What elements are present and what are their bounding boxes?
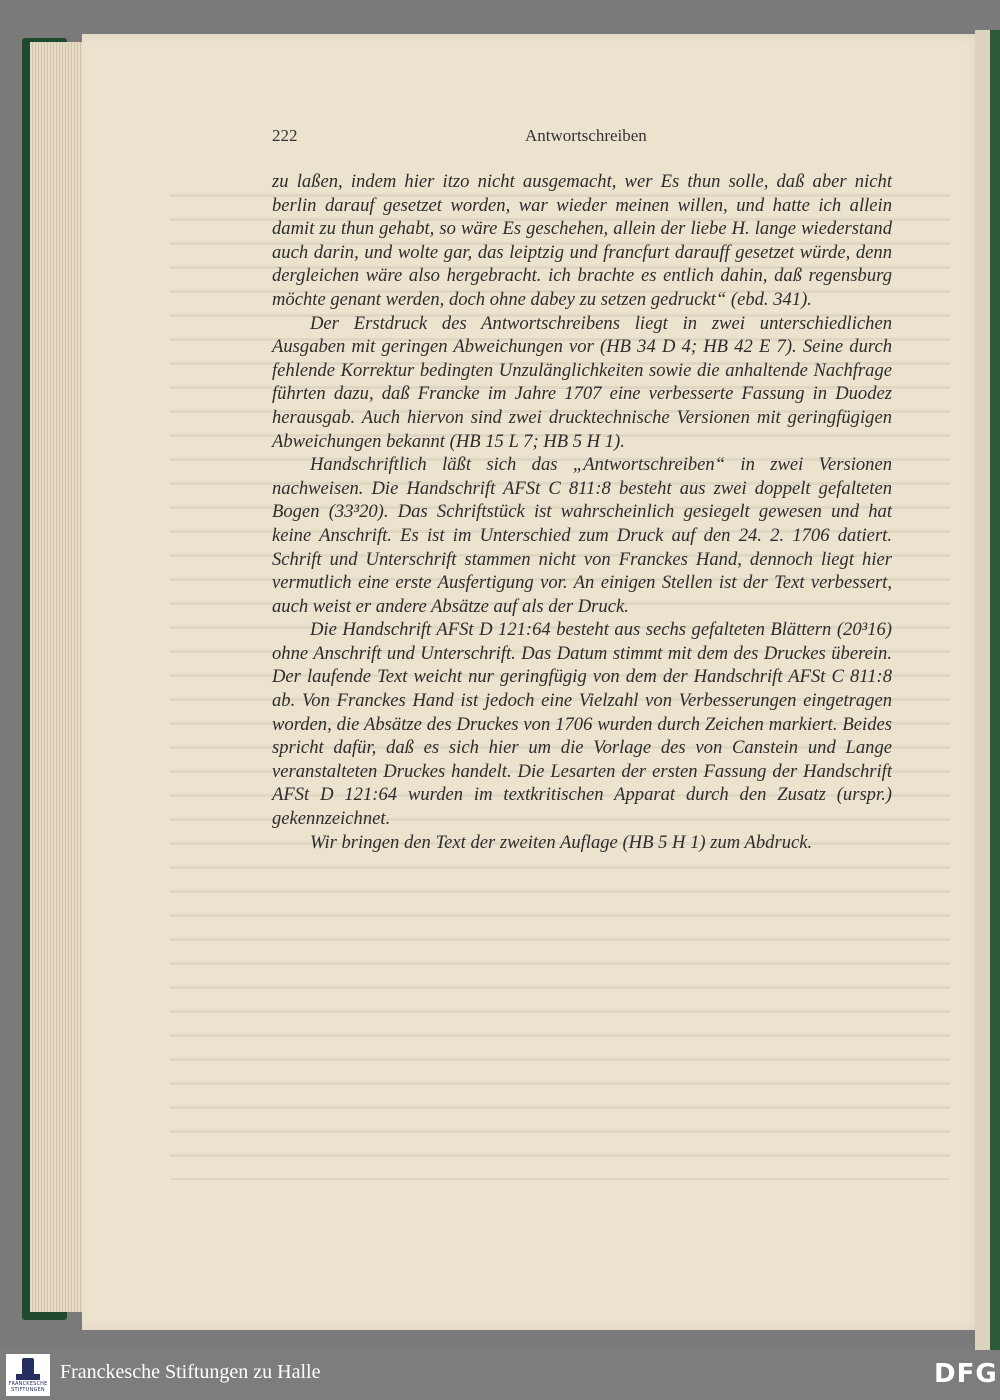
body-text [272, 170, 892, 854]
dfg-logo[interactable]: DFG [934, 1359, 998, 1389]
page-stack-edges [30, 42, 90, 1312]
logo-text: FRANCKESCHE STIFTUNGEN [8, 1381, 48, 1393]
viewer-footer [0, 1350, 1000, 1400]
franckesche-stiftungen-logo[interactable] [6, 1354, 50, 1396]
building-icon [22, 1358, 34, 1380]
institution-link[interactable]: Franckesche Stiftungen zu Halle [60, 1361, 321, 1383]
paragraph: Die Handschrift AFSt D 121:64 besteht aus sechs gefalteten Blättern (20³16) ohne Anschrift und Unterschrift. Das Datum stimmt mit dem des Druckes überein. Der laufende Text weicht nur geringfügig von dem der Handschrift AFSt C 811:8 ab. Von Franckes Hand ist jedoch eine Vielzahl von Verbesserungen eingetragen worden, die Absätze des Druckes von 1706 wurden durch Zeichen markiert. Beides spricht dafür, daß es sich hier um die Vorlage des von Canstein und Lange veranstalteten Druckes handelt. Die Lesarten der ersten Fassung der Handschrift AFSt D 121:64 wurden im textkritischen Apparat durch den Zusatz (urspr.) gekennzeichnet. [272, 619, 892, 830]
paragraph: zu laßen, indem hier itzo nicht ausgemacht, wer Es thun solle, daß aber nicht berlin darauf gesetzet worden, war wieder meinen willen, und hatte ich allein damit zu thun gehabt, so wäre Es geschehen, allein der liebe H. lange wiederstand auch darin, und wolte gar, das leiptzig und francfurt darauff gesetzet würde, denn dergleichen wäre also hergebracht. ich brachte es entlich dahin, daß regensburg möchte genant werden, doch ohne dabey zu setzen gedruckt“ (ebd. 341). [272, 171, 892, 310]
page-number: 222 [272, 126, 298, 145]
running-title: Antwortschreiben [525, 126, 647, 145]
paragraph: Handschriftlich läßt sich das „Antwortschreiben“ in zwei Versionen nachweisen. Die Handschrift AFSt C 811:8 besteht aus zwei doppelt gefalteten Bogen (33³20). Das Schriftstück ist wahrscheinlich gesiegelt gewesen und hat keine Anschrift. Es ist im Unterschied zum Druck auf den 24. 2. 1706 datiert. Schrift und Unterschrift stammen nicht von Franckes Hand, dennoch liegt hier vermutlich eine erste Ausfertigung vor. An einigen Stellen ist der Text verbessert, auch weist er andere Absätze auf als der Druck. [272, 454, 892, 617]
paragraph: Der Erstdruck des Antwortschreibens liegt in zwei unterschiedlichen Ausgaben mit geringen Abweichungen vor (HB 34 D 4; HB 42 E 7). Seine durch fehlende Korrektur bedingten Unzulänglichkeiten sowie die anhaltende Nachfrage führten dazu, daß Francke im Jahre 1707 eine verbesserte Fassung in Duodez herausgab. Auch hiervon sind zwei drucktechnische Versionen mit geringfügigen Abweichungen bekannt (HB 15 L 7; HB 5 H 1). [272, 312, 892, 452]
book-cover-right-edge [990, 30, 1000, 1350]
paragraph: Wir bringen den Text der zweiten Auflage (HB 5 H 1) zum Abdruck. [310, 831, 813, 853]
